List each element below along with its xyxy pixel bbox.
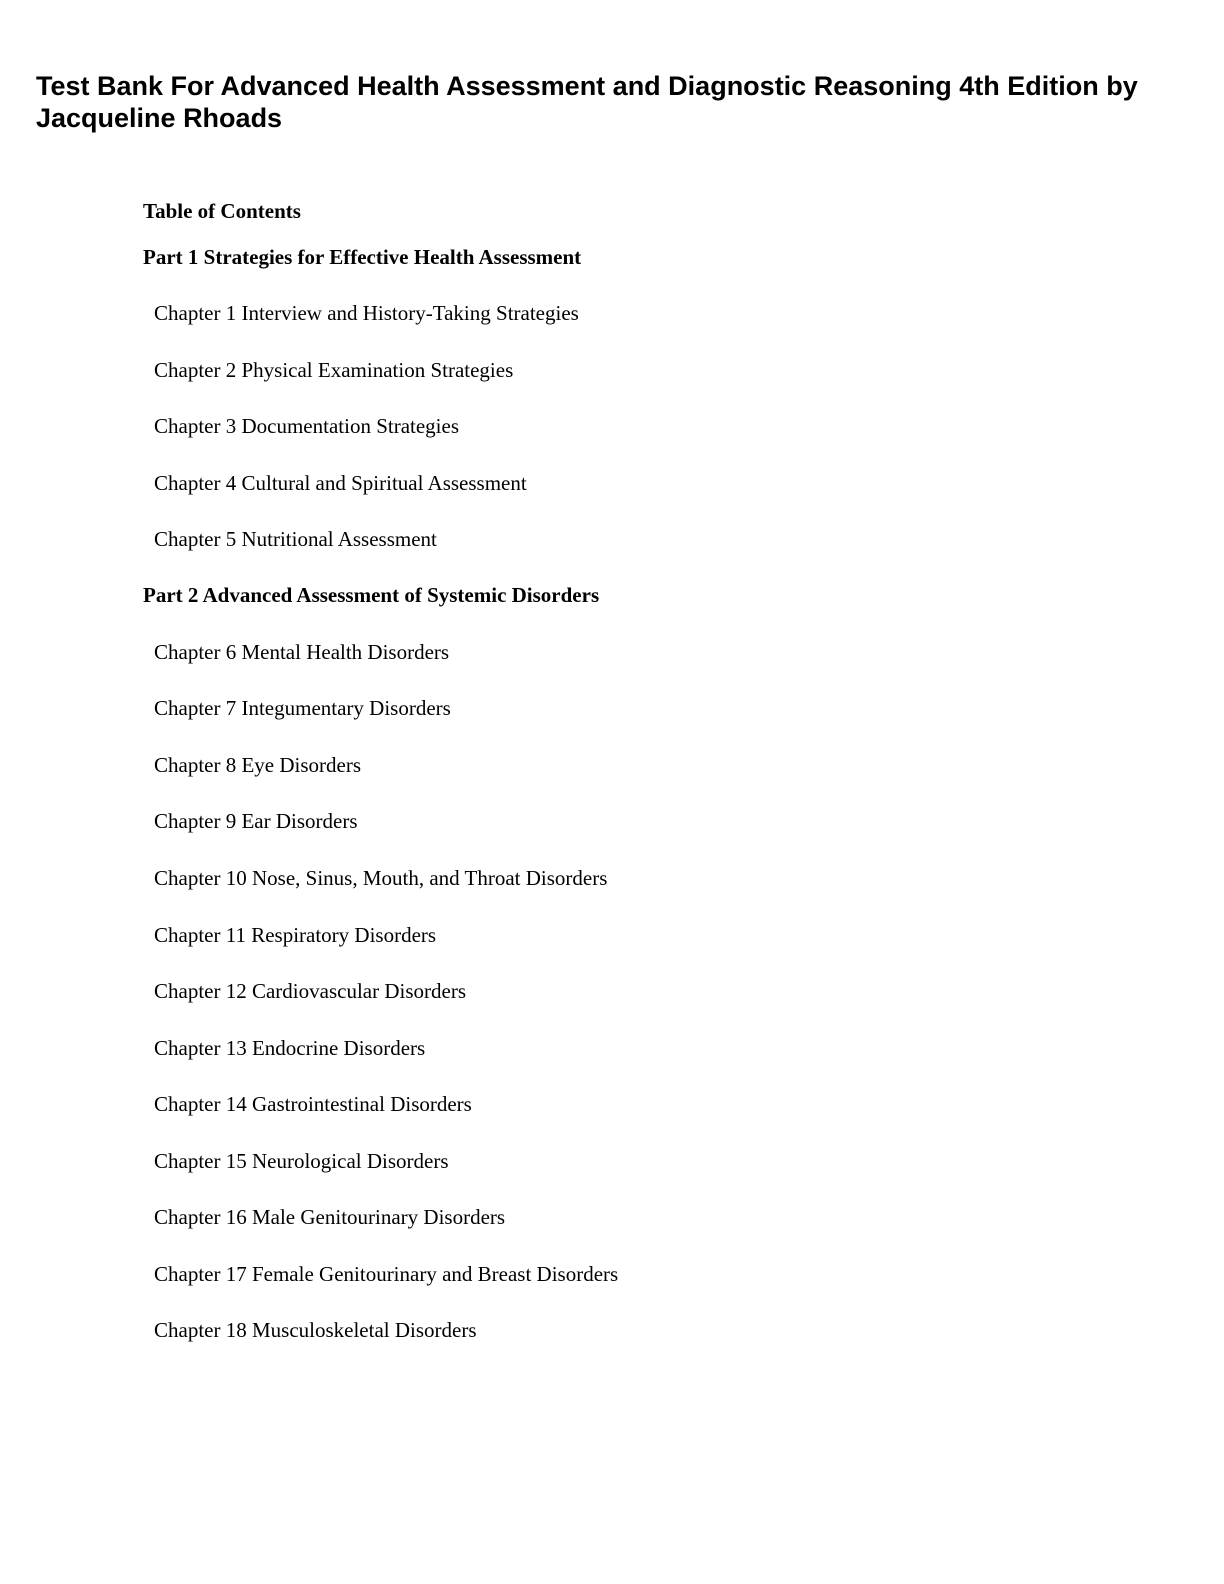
toc-chapter-11: Chapter 11 Respiratory Disorders [154,923,437,947]
toc-chapter-13: Chapter 13 Endocrine Disorders [154,1036,426,1060]
document-title: Test Bank For Advanced Health Assessment and Diagnostic Reasoning 4th Edition by Jacqueline Rhoads [36,71,1138,133]
toc-chapter-14: Chapter 14 Gastrointestinal Disorders [154,1092,472,1116]
toc-chapter-7: Chapter 7 Integumentary Disorders [154,696,451,720]
toc-part-1-title: Part 1 Strategies for Effective Health Assessment [143,245,582,269]
toc-heading: Table of Contents [143,199,301,223]
toc-chapter-8: Chapter 8 Eye Disorders [154,753,362,777]
toc-chapter-16: Chapter 16 Male Genitourinary Disorders [154,1205,506,1229]
toc-chapter-18: Chapter 18 Musculoskeletal Disorders [154,1318,477,1342]
toc-chapter-3: Chapter 3 Documentation Strategies [154,414,460,438]
toc-chapter-17: Chapter 17 Female Genitourinary and Breast Disorders [154,1262,619,1286]
toc-chapter-12: Chapter 12 Cardiovascular Disorders [154,979,466,1003]
toc-chapter-9: Chapter 9 Ear Disorders [154,809,358,833]
toc-chapter-6: Chapter 6 Mental Health Disorders [154,640,450,664]
toc-chapter-1: Chapter 1 Interview and History-Taking Strategies [154,301,579,325]
toc-chapter-2: Chapter 2 Physical Examination Strategies [154,358,514,382]
toc-chapter-5: Chapter 5 Nutritional Assessment [154,527,437,551]
toc-chapter-15: Chapter 15 Neurological Disorders [154,1149,449,1173]
toc-chapter-10: Chapter 10 Nose, Sinus, Mouth, and Throat Disorders [154,866,608,890]
toc-part-2-title: Part 2 Advanced Assessment of Systemic Disorders [143,583,600,607]
toc-chapter-4: Chapter 4 Cultural and Spiritual Assessment [154,471,527,495]
